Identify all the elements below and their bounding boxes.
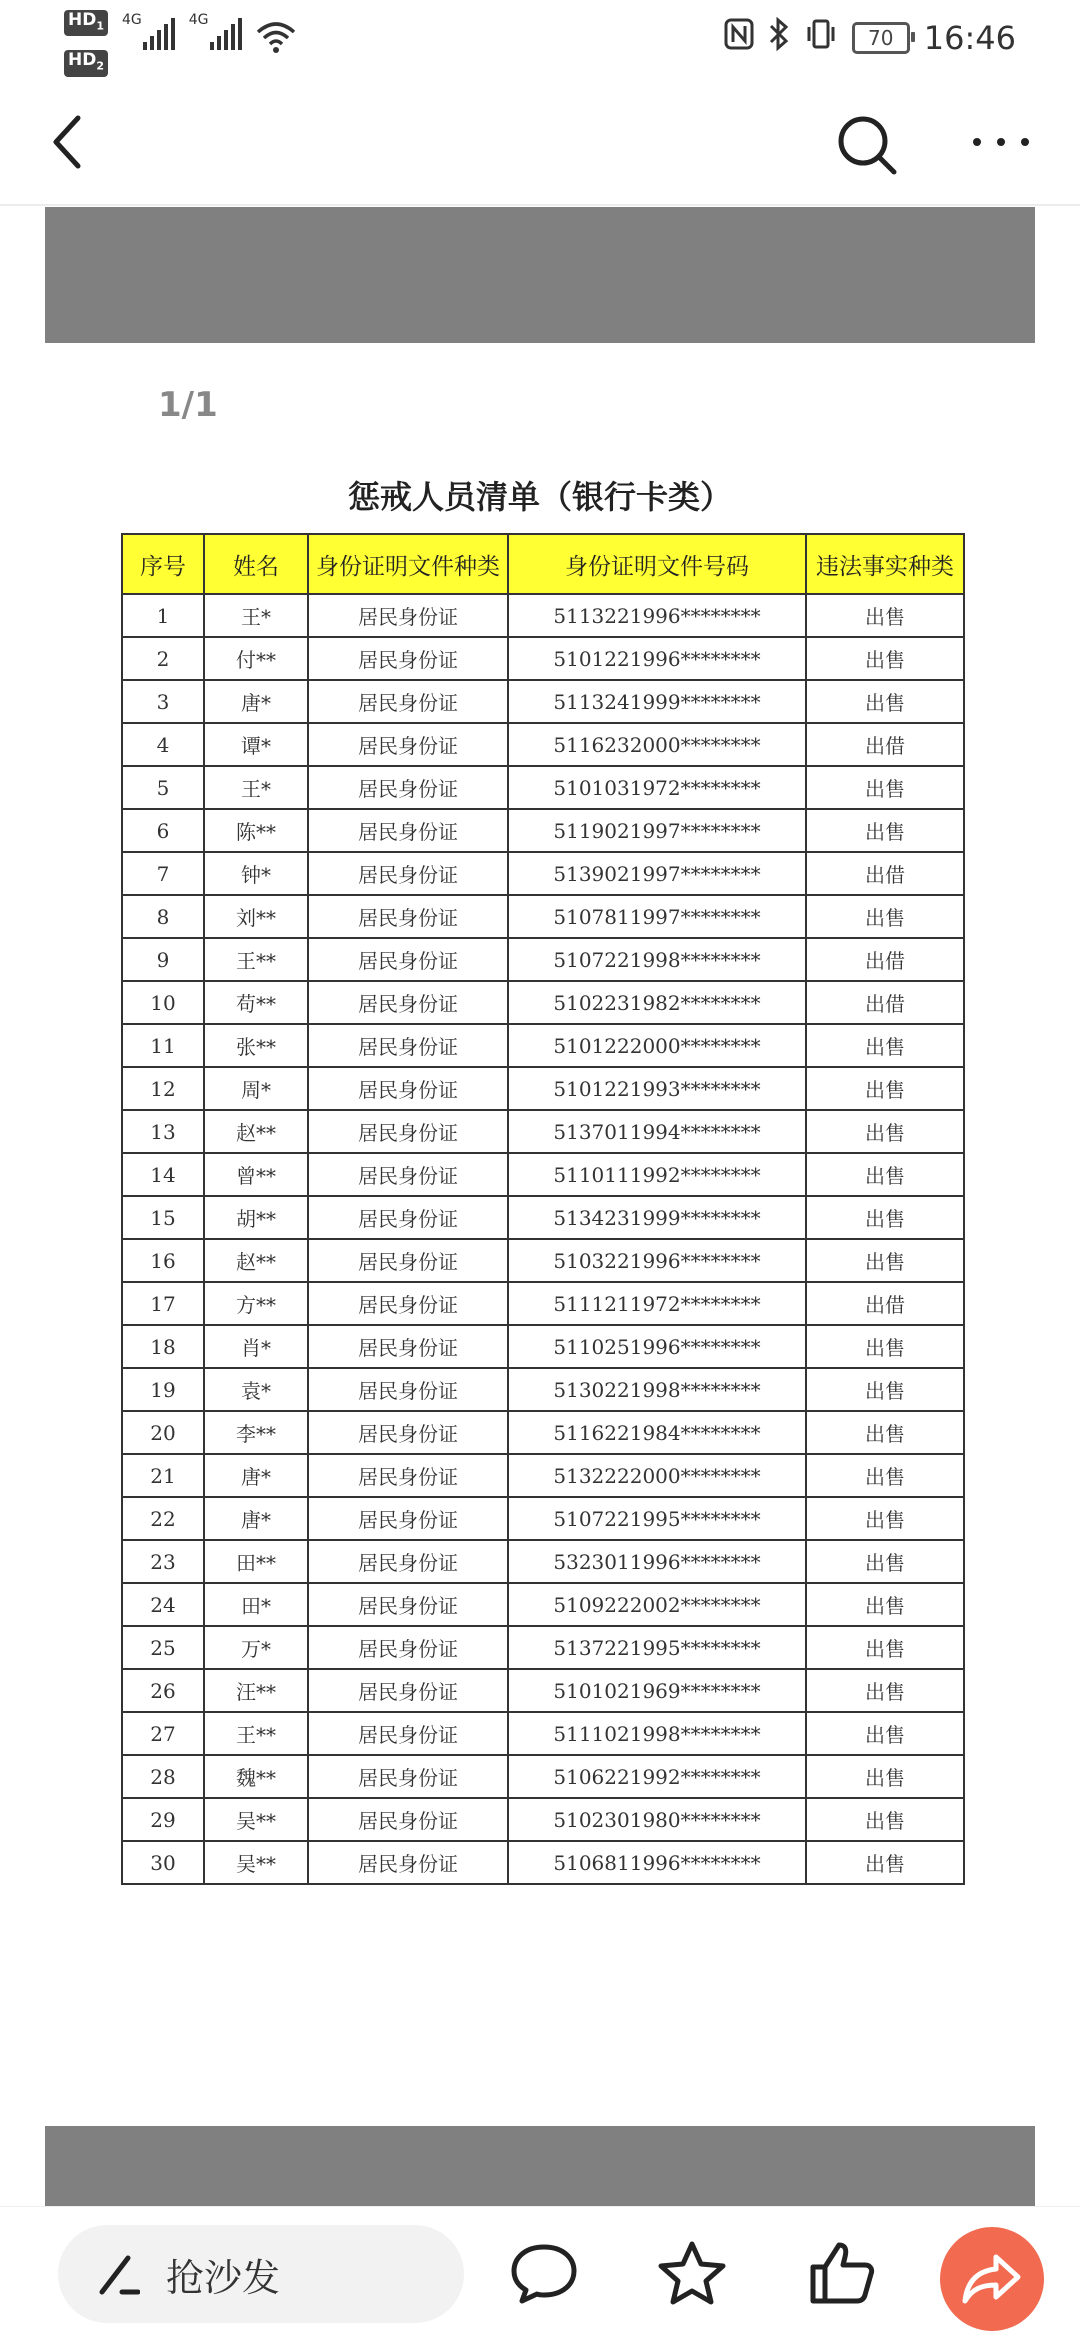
cell-violation-type: 出售 [806,1239,964,1282]
document-bottom-band [45,2126,1035,2206]
cell-name: 赵** [204,1110,308,1153]
cell-index: 12 [122,1067,204,1110]
records-table-wrap [121,533,963,1885]
cell-index: 1 [122,594,204,637]
cell-name: 汪** [204,1669,308,1712]
table-row [122,723,964,766]
cell-id-type: 居民身份证 [308,1583,508,1626]
table-row [122,1841,964,1884]
more-horizontal-icon [971,136,1031,148]
cell-name: 陈** [204,809,308,852]
cell-index: 23 [122,1540,204,1583]
table-row [122,895,964,938]
cell-index: 4 [122,723,204,766]
cell-index: 6 [122,809,204,852]
cell-id-type: 居民身份证 [308,1540,508,1583]
col-header-violation-type: 违法事实种类 [806,534,964,594]
cell-name: 胡** [204,1196,308,1239]
cell-id-type: 居民身份证 [308,1626,508,1669]
more-button[interactable] [966,110,1036,174]
col-header-name: 姓名 [204,534,308,594]
table-row [122,981,964,1024]
cell-id-type: 居民身份证 [308,1153,508,1196]
cell-id-number: 5137221995******** [508,1626,806,1669]
cell-id-type: 居民身份证 [308,637,508,680]
cell-violation-type: 出售 [806,1024,964,1067]
cell-id-type: 居民身份证 [308,981,508,1024]
cell-violation-type: 出售 [806,680,964,723]
cell-violation-type: 出借 [806,852,964,895]
col-header-id-number: 身份证明文件号码 [508,534,806,594]
cell-name: 方** [204,1282,308,1325]
cell-index: 2 [122,637,204,680]
cell-name: 王** [204,1712,308,1755]
table-row [122,1368,964,1411]
cell-id-number: 5106811996******** [508,1841,806,1884]
cell-id-number: 5110111992******** [508,1153,806,1196]
cell-id-type: 居民身份证 [308,1067,508,1110]
cell-violation-type: 出售 [806,1669,964,1712]
cell-index: 17 [122,1282,204,1325]
cell-violation-type: 出售 [806,1454,964,1497]
cell-id-type: 居民身份证 [308,1798,508,1841]
table-row [122,938,964,981]
document-title: 惩戒人员清单（银行卡类） [347,478,732,516]
cell-name: 钟* [204,852,308,895]
cell-name: 王* [204,594,308,637]
cell-name: 魏** [204,1755,308,1798]
table-row [122,1798,964,1841]
cell-id-number: 5106221992******** [508,1755,806,1798]
cell-index: 15 [122,1196,204,1239]
table-row [122,809,964,852]
cell-name: 苟** [204,981,308,1024]
cell-id-number: 5101031972******** [508,766,806,809]
table-row [122,1282,964,1325]
cell-id-type: 居民身份证 [308,809,508,852]
favorite-button[interactable] [652,2233,732,2313]
cell-id-number: 5116221984******** [508,1411,806,1454]
cell-id-number: 5107221998******** [508,938,806,981]
cell-name: 田** [204,1540,308,1583]
cell-name: 曾** [204,1153,308,1196]
cell-violation-type: 出售 [806,594,964,637]
status-bar [0,0,1080,76]
table-row [122,1196,964,1239]
cell-name: 张** [204,1024,308,1067]
table-row [122,1239,964,1282]
cell-index: 27 [122,1712,204,1755]
table-header-row [122,534,964,594]
cell-index: 10 [122,981,204,1024]
cell-id-number: 5102301980******** [508,1798,806,1841]
cell-name: 付** [204,637,308,680]
cell-name: 吴** [204,1841,308,1884]
comment-placeholder: 抢沙发 [166,2255,281,2300]
thumbs-up-icon [807,2239,877,2307]
cell-violation-type: 出售 [806,1411,964,1454]
cell-name: 袁* [204,1368,308,1411]
cell-id-type: 居民身份证 [308,1110,508,1153]
cell-violation-type: 出售 [806,1583,964,1626]
cell-violation-type: 出售 [806,766,964,809]
table-row [122,1583,964,1626]
cell-index: 20 [122,1411,204,1454]
table-row [122,766,964,809]
like-button[interactable] [802,2233,882,2313]
cell-violation-type: 出售 [806,1712,964,1755]
comment-icon [509,2241,579,2305]
star-icon [657,2239,727,2307]
cell-id-number: 5113221996******** [508,594,806,637]
table-row [122,1067,964,1110]
records-table [121,533,965,1885]
cell-name: 吴** [204,1798,308,1841]
cell-id-number: 5113241999******** [508,680,806,723]
table-row [122,680,964,723]
document-top-band [45,207,1035,343]
cell-violation-type: 出售 [806,1368,964,1411]
cell-id-number: 5111021998******** [508,1712,806,1755]
col-header-id-type: 身份证明文件种类 [308,534,508,594]
table-body [122,594,964,1884]
search-icon [836,114,898,176]
cell-name: 李** [204,1411,308,1454]
cell-name: 唐* [204,1454,308,1497]
cell-index: 29 [122,1798,204,1841]
cell-name: 王* [204,766,308,809]
table-row [122,1712,964,1755]
cell-id-type: 居民身份证 [308,1755,508,1798]
table-row [122,1540,964,1583]
cell-id-type: 居民身份证 [308,852,508,895]
cell-id-type: 居民身份证 [308,594,508,637]
cell-id-type: 居民身份证 [308,1712,508,1755]
nfc-icon [724,18,754,58]
cell-violation-type: 出售 [806,1798,964,1841]
cell-violation-type: 出售 [806,1196,964,1239]
cell-index: 9 [122,938,204,981]
cell-id-type: 居民身份证 [308,1282,508,1325]
status-right [724,14,1016,62]
cell-id-type: 居民身份证 [308,1368,508,1411]
cell-violation-type: 出借 [806,723,964,766]
cell-index: 3 [122,680,204,723]
table-row [122,1626,964,1669]
share-button[interactable] [940,2227,1044,2331]
battery-indicator: 70 [852,22,910,54]
cell-id-type: 居民身份证 [308,1497,508,1540]
vibrate-icon [804,18,838,58]
cell-id-number: 5101221996******** [508,637,806,680]
cell-id-number: 5323011996******** [508,1540,806,1583]
cell-id-type: 居民身份证 [308,680,508,723]
cell-violation-type: 出售 [806,1110,964,1153]
share-icon [960,2251,1024,2307]
chevron-left-icon [48,112,88,172]
cell-id-type: 居民身份证 [308,723,508,766]
cell-id-type: 居民身份证 [308,938,508,981]
cell-name: 刘** [204,895,308,938]
cell-violation-type: 出售 [806,895,964,938]
cell-id-number: 5107221995******** [508,1497,806,1540]
table-row [122,637,964,680]
signal-1-icon: 4G [122,18,175,50]
table-row [122,594,964,637]
cell-violation-type: 出借 [806,981,964,1024]
cell-name: 万* [204,1626,308,1669]
cell-name: 田* [204,1583,308,1626]
cell-violation-type: 出借 [806,938,964,981]
cell-index: 11 [122,1024,204,1067]
cell-index: 8 [122,895,204,938]
comment-button[interactable] [504,2233,584,2313]
cell-id-type: 居民身份证 [308,1325,508,1368]
cell-index: 26 [122,1669,204,1712]
cell-name: 周* [204,1067,308,1110]
cell-name: 王** [204,938,308,981]
table-row [122,852,964,895]
cell-id-type: 居民身份证 [308,766,508,809]
hd2-badge: $HD_2$ [64,50,108,76]
cell-id-number: 5116232000******** [508,723,806,766]
cell-index: 28 [122,1755,204,1798]
cell-index: 14 [122,1153,204,1196]
cell-id-type: 居民身份证 [308,1454,508,1497]
cell-id-number: 5102231982******** [508,981,806,1024]
bottom-action-bar [0,2206,1080,2341]
table-row [122,1024,964,1067]
cell-name: 唐* [204,1497,308,1540]
cell-id-number: 5132222000******** [508,1454,806,1497]
cell-violation-type: 出售 [806,1325,964,1368]
cell-id-number: 5110251996******** [508,1325,806,1368]
cell-id-number: 5134231999******** [508,1196,806,1239]
cell-id-number: 5107811997******** [508,895,806,938]
cell-name: 肖* [204,1325,308,1368]
cell-violation-type: 出售 [806,1755,964,1798]
comment-input[interactable] [58,2225,464,2323]
table-row [122,1669,964,1712]
table-row [122,1153,964,1196]
hd1-badge: $HD_1$ [64,10,108,36]
table-row [122,1454,964,1497]
cell-violation-type: 出售 [806,1841,964,1884]
search-button[interactable] [832,110,902,180]
cell-violation-type: 出售 [806,1540,964,1583]
table-row [122,1325,964,1368]
table-row [122,1411,964,1454]
cell-violation-type: 出售 [806,1626,964,1669]
bluetooth-icon [768,17,790,59]
table-row [122,1755,964,1798]
cell-name: 谭* [204,723,308,766]
cell-id-number: 5139021997******** [508,852,806,895]
cell-id-type: 居民身份证 [308,1669,508,1712]
table-row [122,1110,964,1153]
cell-id-number: 5119021997******** [508,809,806,852]
cell-index: 25 [122,1626,204,1669]
cell-violation-type: 出售 [806,809,964,852]
cell-name: 唐* [204,680,308,723]
pen-icon [98,2251,144,2297]
cell-id-number: 5101021969******** [508,1669,806,1712]
cell-name: 赵** [204,1239,308,1282]
cell-id-type: 居民身份证 [308,1024,508,1067]
signal-2-icon: 4G [189,18,242,50]
cell-id-number: 5130221998******** [508,1368,806,1411]
cell-id-type: 居民身份证 [308,1411,508,1454]
cell-index: 13 [122,1110,204,1153]
cell-violation-type: 出售 [806,637,964,680]
cell-index: 30 [122,1841,204,1884]
cell-violation-type: 出借 [806,1282,964,1325]
table-row [122,1497,964,1540]
cell-index: 7 [122,852,204,895]
cell-id-number: 5101221993******** [508,1067,806,1110]
top-nav [0,80,1080,206]
cell-id-type: 居民身份证 [308,1841,508,1884]
cell-index: 24 [122,1583,204,1626]
cell-index: 5 [122,766,204,809]
cell-id-number: 5101222000******** [508,1024,806,1067]
clock: 16:46 [923,19,1016,57]
page-indicator: 1/1 [158,385,218,425]
cell-id-number: 5109222002******** [508,1583,806,1626]
cell-id-type: 居民身份证 [308,895,508,938]
cell-violation-type: 出售 [806,1497,964,1540]
cell-violation-type: 出售 [806,1153,964,1196]
cell-violation-type: 出售 [806,1067,964,1110]
cell-index: 21 [122,1454,204,1497]
cell-id-number: 5111211972******** [508,1282,806,1325]
status-left [64,10,296,73]
cell-index: 19 [122,1368,204,1411]
cell-id-type: 居民身份证 [308,1196,508,1239]
col-header-index: 序号 [122,534,204,594]
cell-index: 16 [122,1239,204,1282]
cell-id-number: 5137011994******** [508,1110,806,1153]
wifi-icon [256,20,296,58]
cell-id-type: 居民身份证 [308,1239,508,1282]
cell-index: 18 [122,1325,204,1368]
cell-id-number: 5103221996******** [508,1239,806,1282]
cell-index: 22 [122,1497,204,1540]
back-button[interactable] [38,110,98,174]
